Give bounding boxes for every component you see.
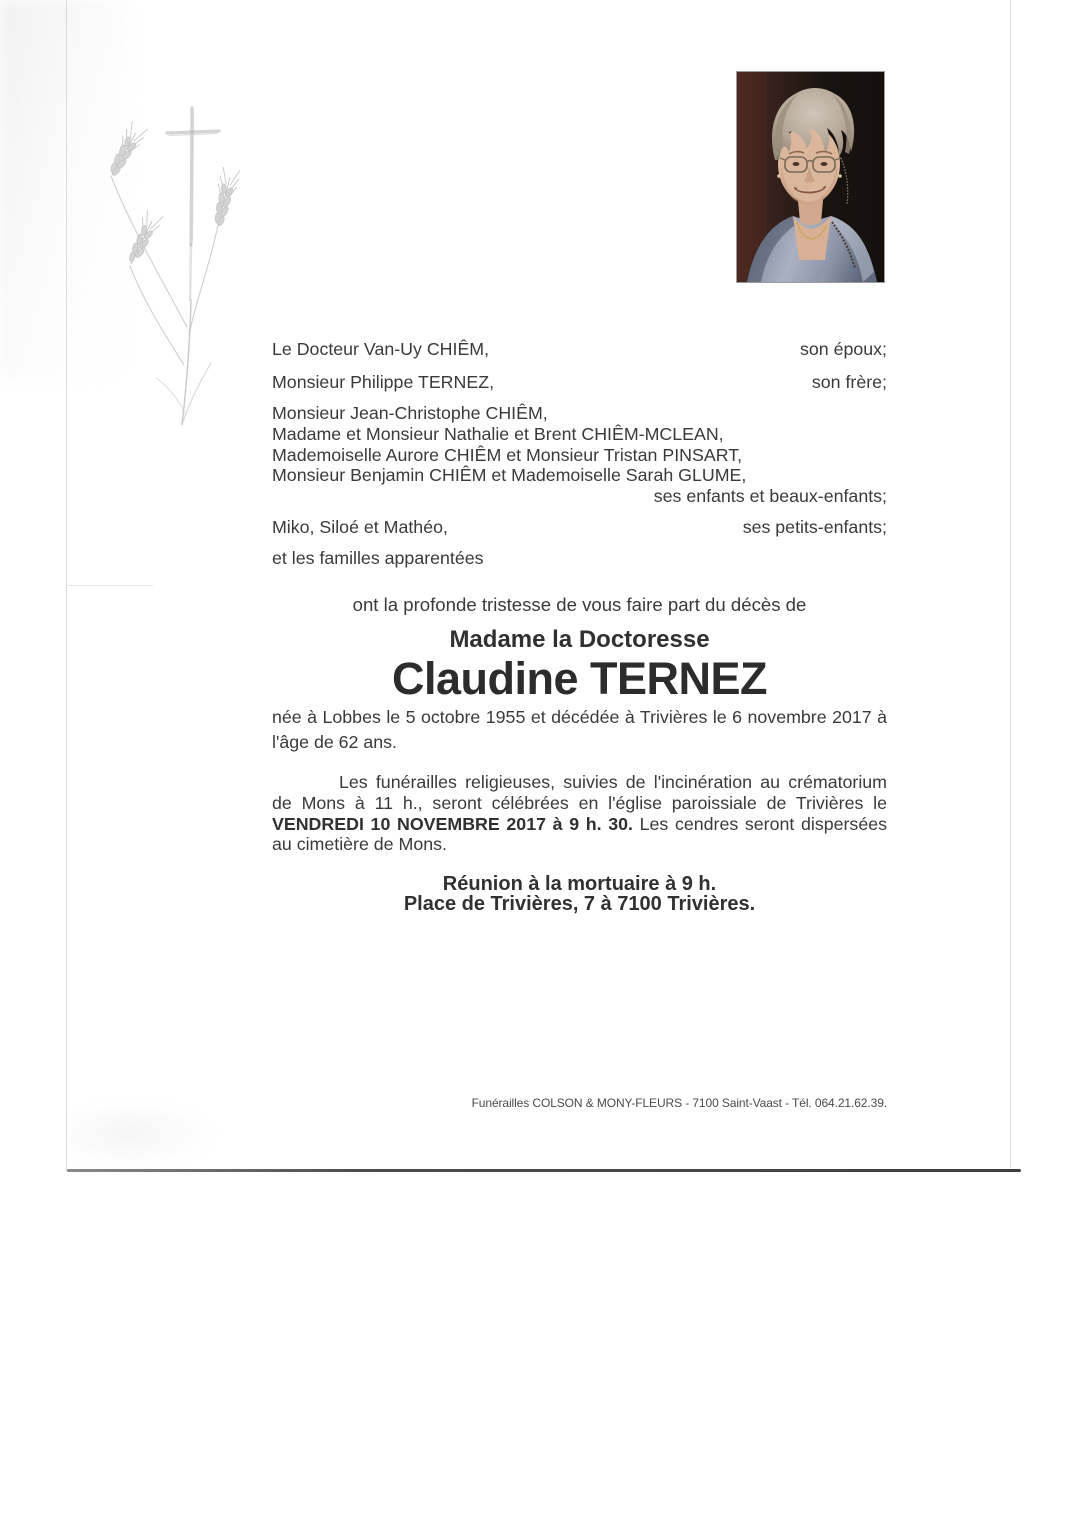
wheat-head-lower-left <box>122 209 164 269</box>
funeral-text-bold: VENDREDI 10 NOVEMBRE 2017 à 9 h. 30. <box>272 813 633 834</box>
family-row-grandchildren <box>272 517 887 538</box>
funeral-paragraph <box>272 772 887 855</box>
meeting-line-1: Réunion à la mortuaire à 9 h. <box>442 873 717 895</box>
portrait-photo <box>737 72 884 282</box>
spouse-names: Le Docteur Van-Uy CHIÊM, <box>272 339 490 359</box>
deceased-title: Madame la Doctoresse <box>449 626 710 653</box>
cross-and-wheat-icon <box>90 95 260 425</box>
children-line: Mademoiselle Aurore CHIÊM et Monsieur Tristan PINSART, <box>272 444 743 465</box>
children-line: Madame et Monsieur Nathalie et Brent CHIÊM-MCLEAN, <box>272 423 724 444</box>
deceased-name: Claudine TERNEZ <box>391 653 768 704</box>
grandchildren-relation: ses petits-enfants; <box>742 517 887 537</box>
funeral-text-before: Les funérailles religieuses, suivies de l'incinération au crématorium de Mons à 11 h., seront célébrées en l'église paroissiale de Trivières le <box>272 772 887 813</box>
biography-text: née à Lobbes le 5 octobre 1955 et décédée à Trivières le 6 novembre 2017 à l'âge de 62 ans. <box>272 707 887 752</box>
family-row-spouse <box>272 339 887 360</box>
brother-names: Monsieur Philippe TERNEZ, <box>272 372 495 392</box>
brother-relation: son frère; <box>811 372 887 392</box>
card-bottom-edge <box>67 1169 1021 1172</box>
wheat-head-right <box>208 166 241 228</box>
funeral-home-footer: Funérailles COLSON & MONY-FLEURS - 7100 Saint-Vaast - Tél. 064.21.62.39. <box>471 1096 887 1110</box>
card-left-edge <box>66 0 67 1172</box>
meeting-line-2: Place de Trivières, 7 à 7100 Trivières. <box>403 892 756 915</box>
card-right-edge <box>1010 0 1011 1172</box>
meeting-block <box>272 875 887 914</box>
children-line: Monsieur Benjamin CHIÊM et Mademoiselle Sarah GLUME, <box>272 465 747 486</box>
children-relation: ses enfants et beaux-enfants; <box>653 486 887 507</box>
scan-artifact-line <box>67 585 153 586</box>
grandchildren-names: Miko, Siloé et Mathéo, <box>272 517 448 537</box>
spouse-relation: son époux; <box>800 339 887 359</box>
funeral-text-after: Les cendres seront dispersées au cimetière de Mons. <box>272 813 887 855</box>
scan-artifact-mottle <box>70 1100 220 1168</box>
related-families-line: et les familles apparentées <box>272 548 484 568</box>
children-line: Monsieur Jean-Christophe CHIÊM, <box>272 403 548 423</box>
announcement-line: ont la profonde tristesse de vous faire part du décès de <box>352 594 807 615</box>
wheat-head-upper-left <box>103 120 148 179</box>
family-children-block <box>272 403 887 507</box>
family-row-brother <box>272 372 887 393</box>
